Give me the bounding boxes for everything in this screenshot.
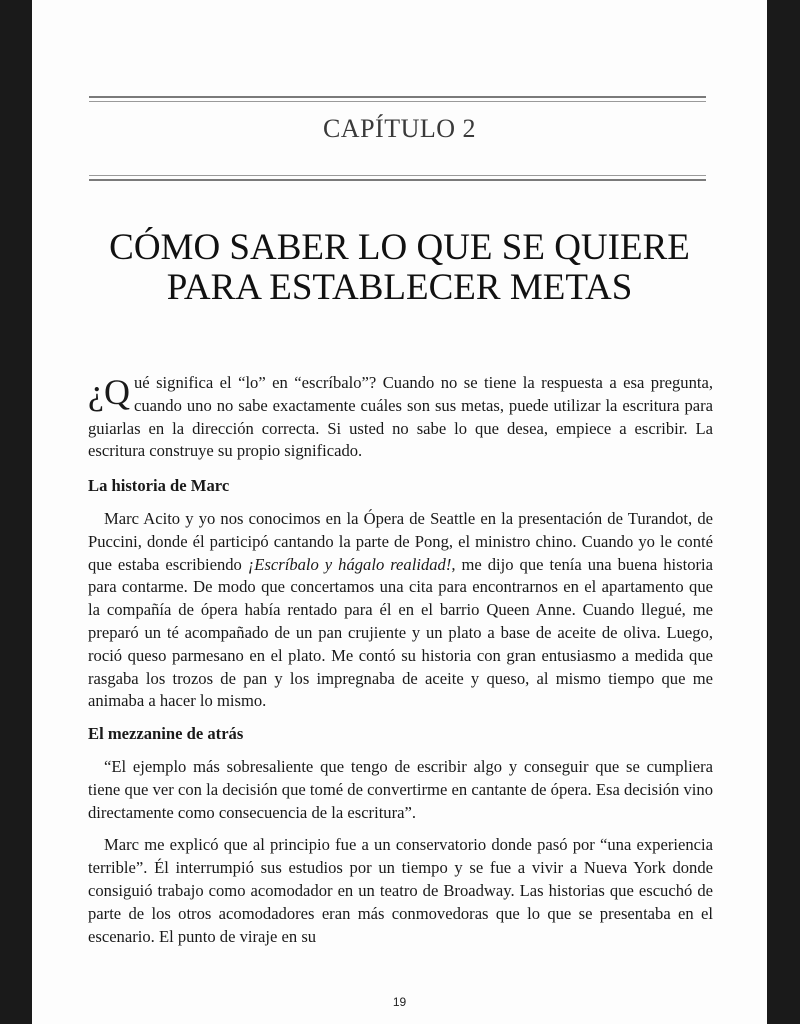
- section-heading-marc: La historia de Marc: [88, 476, 230, 496]
- paragraph-text: Marc Acito y yo nos conocimos en la Ópera de Seattle en la presentación de Turandot, de Puccini, donde él participó cantando la parte de Pong, el ministro chino. Cuando yo le conté que estaba escribiendo: [88, 508, 713, 574]
- intro-text: ué significa el “lo” en “escríbalo”? Cuando no se tiene la respuesta a esa pregunta, cuando uno no sabe exactamente cuáles son sus metas, puede utilizar la escritura para guiarlas en la dirección correcta. Si usted no sabe lo que desea, empiece a escribir. La escritura construye su propio significado.: [88, 373, 713, 461]
- top-rule-thin: [89, 101, 706, 102]
- mid-rule-thin: [89, 175, 706, 176]
- drop-cap: ¿Q: [88, 372, 130, 412]
- chapter-label: CAPÍTULO 2: [322, 114, 477, 143]
- title-line-2: PARA ESTABLECER METAS: [166, 267, 633, 308]
- paragraph-marc-story: [88, 508, 713, 713]
- paragraph-text: me dijo que tenía una buena historia para contarme. De modo que concertamos una cita para encontrarnos en el apartamento que la compañía de ópera había rentado para él en el barrio Queen Anne. Cuando llegué, me preparó un té acompañado de un pan crujiente y un plato a base de aceite de oliva. Luego, roció queso parmesano en el plato. Me contó su historia con gran entusiasmo a medida que rasgaba los trozos de pan y los impregnaba de aceite y queso, al mismo tiempo que me animaba a hacer lo mismo.: [88, 554, 713, 711]
- title-line-1: CÓMO SABER LO QUE SE QUIERE: [109, 227, 690, 268]
- intro-paragraph: [88, 372, 713, 463]
- book-title-italic: ¡Escríbalo y hágalo realidad!,: [247, 554, 456, 574]
- page-number: 19: [392, 995, 407, 1009]
- section-heading-mezzanine: El mezzanine de atrás: [88, 724, 244, 744]
- body-text: [88, 372, 713, 948]
- mid-rule-thick: [89, 179, 706, 181]
- paragraph-quote: “El ejemplo más sobresaliente que tengo de escribir algo y conseguir que se cumpliera tiene que ver con la decisión que tomé de convertirme en cantante de ópera. Esa decisión vino directamente como consecuencia de la escritura”.: [88, 756, 713, 822]
- book-page: [32, 0, 767, 1024]
- chapter-title: [32, 228, 767, 308]
- top-rule-thick: [89, 96, 706, 98]
- paragraph-conservatory: Marc me explicó que al principio fue a un conservatorio donde pasó por “una experiencia terrible”. Él interrumpió sus estudios por un tiempo y se fue a vivir a Nueva York donde consiguió trabajo como acomodador en un teatro de Broadway. Las historias que escuchó de parte de los otros acomodadores eran más conmovedoras que lo que se presentaba en el escenario. El punto de viraje en su: [88, 835, 713, 946]
